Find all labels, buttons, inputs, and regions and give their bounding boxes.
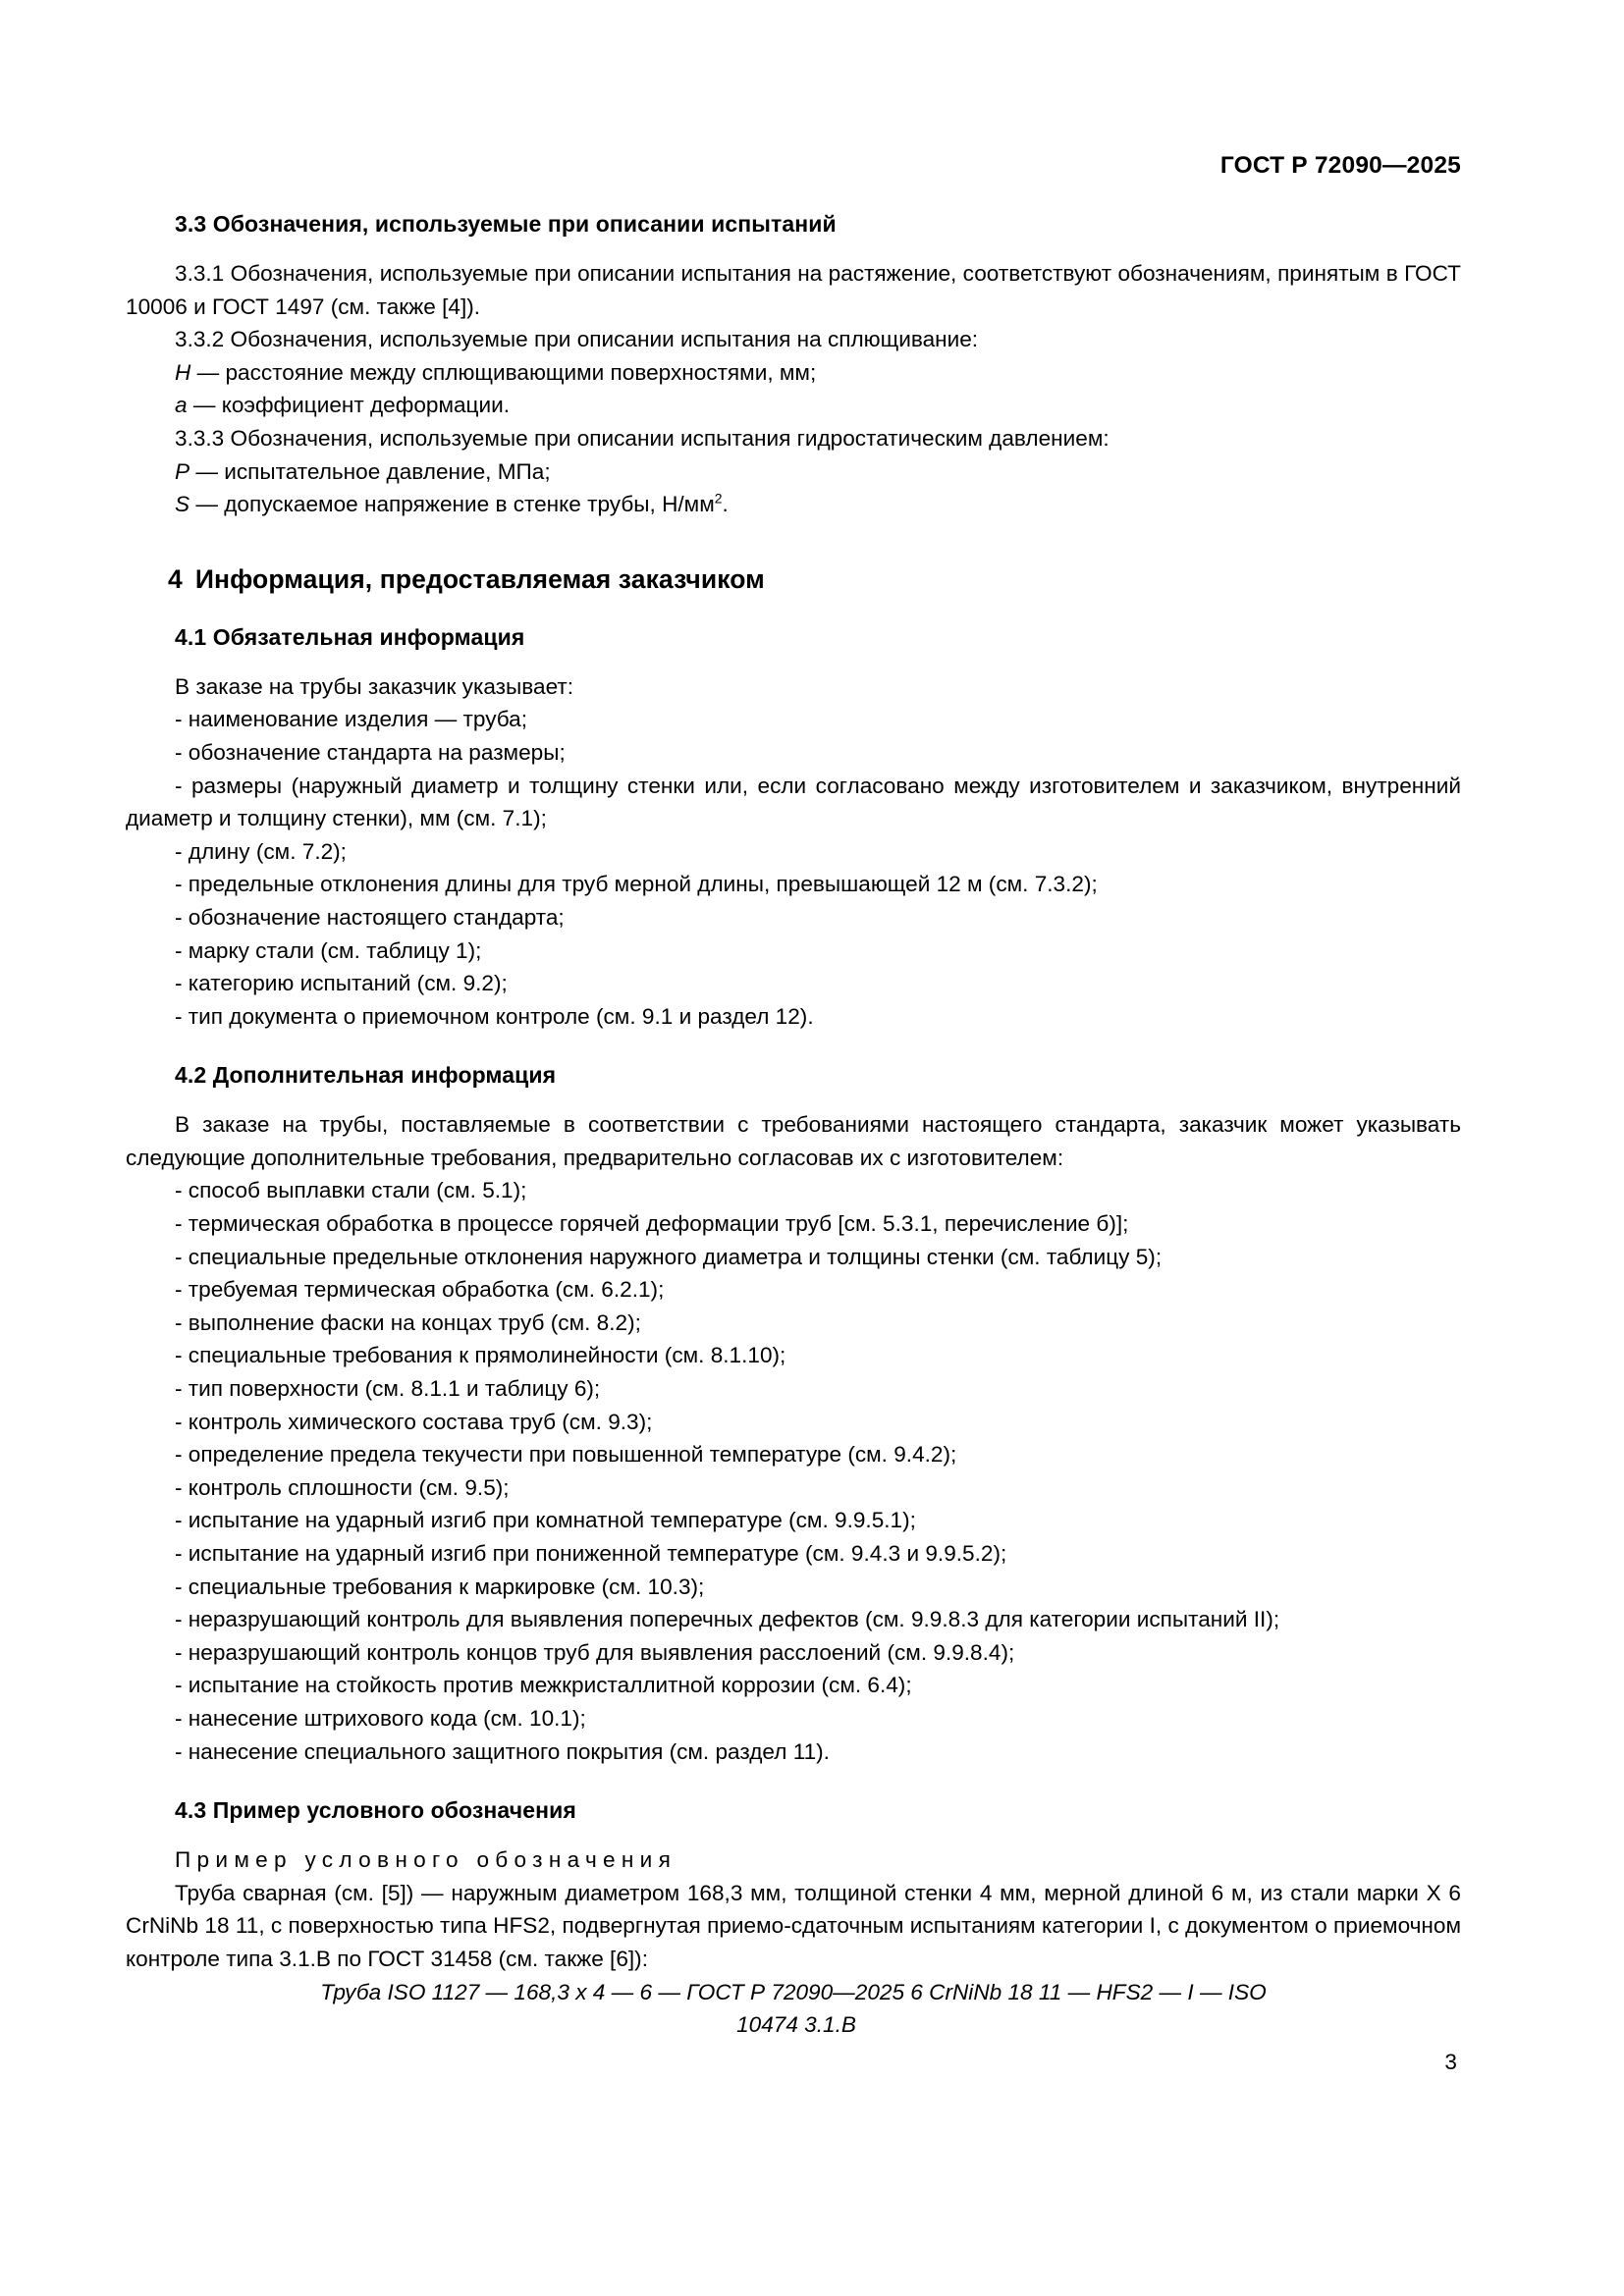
list-item: - выполнение фаски на концах труб (см. 8.2); xyxy=(175,1309,641,1335)
list-item: - обозначение стандарта на размеры; xyxy=(175,739,566,765)
definition-a: — коэффициент деформации. xyxy=(187,393,511,418)
list-item: - предельные отклонения длины для труб мерной длины, превышающей 12 м (см. 7.3.2); xyxy=(175,872,1098,897)
definition-H: — расстояние между сплющивающими поверхностями, мм; xyxy=(190,359,817,385)
list-item: - испытание на стойкость против межкристаллитной коррозии (см. 6.4); xyxy=(175,1673,912,1698)
page-content xyxy=(126,211,1461,2042)
symbol-definition-H xyxy=(126,356,1461,390)
paragraph-4-1-intro: В заказе на трубы заказчик указывает: xyxy=(175,673,574,699)
list-item: - специальные предельные отклонения наружного диаметра и толщины стенки (см. таблицу 5); xyxy=(175,1244,1163,1269)
symbol-H: H xyxy=(175,359,191,385)
page-number: 3 xyxy=(1444,2050,1457,2074)
list-item: - неразрушающий контроль для выявления поперечных дефектов (см. 9.9.8.3 для категории испытаний II); xyxy=(175,1607,1280,1632)
paragraph-3-3-2: 3.3.2 Обозначения, используемые при описании испытания на сплющивание: xyxy=(175,327,979,352)
definition-S-end: . xyxy=(722,492,729,517)
designation-line-1: Труба ISO 1127 — 168,3 x 4 — 6 — ГОСТ Р 72090—2025 6 CrNiNb 18 11 — HFS2 — I — ISO xyxy=(320,1979,1267,2004)
list-item: - длину (см. 7.2); xyxy=(175,838,347,864)
symbol-definition-a xyxy=(126,389,1461,422)
superscript-square: 2 xyxy=(714,490,723,507)
list-item: - наименование изделия — труба; xyxy=(175,707,528,732)
symbol-S: S xyxy=(175,492,190,517)
page-header-standard-number: ГОСТ Р 72090—2025 xyxy=(1219,152,1461,179)
heading-section-4-title: Информация, предоставляемая заказчиком xyxy=(194,563,765,594)
list-item: - марку стали (см. таблицу 1); xyxy=(175,937,482,963)
list-item: - специальные требования к маркировке (см. 10.3); xyxy=(175,1574,705,1599)
list-item: - контроль сплошности (см. 9.5); xyxy=(175,1474,510,1500)
paragraph-4-2-intro: В заказе на трубы, поставляемые в соответствии с требованиями настоящего стандарта, заказчик может указывать следующие дополнительные требования, предварительно согласовав их с изготовителем: xyxy=(126,1112,1461,1170)
paragraph-3-3-3: 3.3.3 Обозначения, используемые при описании испытания гидростатическим давлением: xyxy=(175,425,1110,451)
list-item: - тип поверхности (см. 8.1.1 и таблицу 6); xyxy=(175,1376,601,1402)
list-item: - испытание на ударный изгиб при пониженной температуре (см. 9.4.3 и 9.9.5.2); xyxy=(175,1541,1007,1566)
list-item: - обозначение настоящего стандарта; xyxy=(175,904,565,930)
example-label-spaced: Пример условного обозначения xyxy=(175,1847,677,1873)
heading-4-2: 4.2 Дополнительная информация xyxy=(175,1062,557,1089)
list-item: - категорию испытаний (см. 9.2); xyxy=(175,971,508,996)
spacer xyxy=(126,1768,1461,1797)
list-item: - специальные требования к прямолинейности (см. 8.1.10); xyxy=(175,1343,786,1368)
list-item: - термическая обработка в процессе горячей деформации труб [см. 5.3.1, перечисление б)]; xyxy=(175,1211,1129,1237)
list-item: - определение предела текучести при повышенной температуре (см. 9.4.2); xyxy=(175,1442,957,1468)
heading-4-1: 4.1 Обязательная информация xyxy=(175,623,525,650)
heading-section-4 xyxy=(126,564,1461,595)
spacer xyxy=(126,1033,1461,1062)
list-item: - тип документа о приемочном контроле (см. 9.1 и раздел 12). xyxy=(175,1003,814,1029)
heading-section-4-number: 4 xyxy=(168,563,183,594)
paragraph-4-3-body: Труба сварная (см. [5]) — наружным диаметром 168,3 мм, толщиной стенки 4 мм, мерной длиной 6 м, из стали марки X 6 CrNiNb 18 11, с поверхностью типа HFS2, подвергнутая приемо-сдаточным испытаниям категории I, с документом о приемочном контроле типа 3.1.В по ГОСТ 31458 (см. также [6]): xyxy=(126,1880,1461,1971)
list-item: - испытание на ударный изгиб при комнатной температуре (см. 9.9.5.1); xyxy=(175,1508,916,1533)
paragraph-3-3-1: 3.3.1 Обозначения, используемые при описании испытания на растяжение, соответствуют обозначениям, принятым в ГОСТ 10006 и ГОСТ 1497 (см. также [4]). xyxy=(126,261,1461,319)
symbol-a: a xyxy=(175,393,188,418)
list-item: - нанесение специального защитного покрытия (см. раздел 11). xyxy=(175,1738,830,1764)
list-item: - размеры (наружный диаметр и толщину стенки или, если согласовано между изготовителем и заказчиком, внутренний диаметр и толщину стенки), мм (см. 7.1); xyxy=(126,773,1461,831)
list-item: - неразрушающий контроль концов труб для выявления расслоений (см. 9.9.8.4); xyxy=(175,1639,1015,1665)
symbol-definition-S xyxy=(126,488,1461,521)
list-item: - нанесение штрихового кода (см. 10.1); xyxy=(175,1705,586,1731)
symbol-definition-P xyxy=(126,455,1461,489)
definition-S: — допускаемое напряжение в стенке трубы, Н/мм xyxy=(189,492,715,517)
designation-line-2: 10474 3.1.В xyxy=(736,2012,856,2038)
list-item: - контроль химического состава труб (см. 9.3); xyxy=(175,1409,653,1434)
heading-4-3: 4.3 Пример условного обозначения xyxy=(175,1797,576,1824)
symbol-P: P xyxy=(175,458,190,484)
definition-P: — испытательное давление, МПа; xyxy=(189,458,551,484)
list-item: - требуемая термическая обработка (см. 6.2.1); xyxy=(175,1277,665,1303)
list-item: - способ выплавки стали (см. 5.1); xyxy=(175,1178,527,1203)
heading-3-3: 3.3 Обозначения, используемые при описании испытаний xyxy=(175,211,837,237)
